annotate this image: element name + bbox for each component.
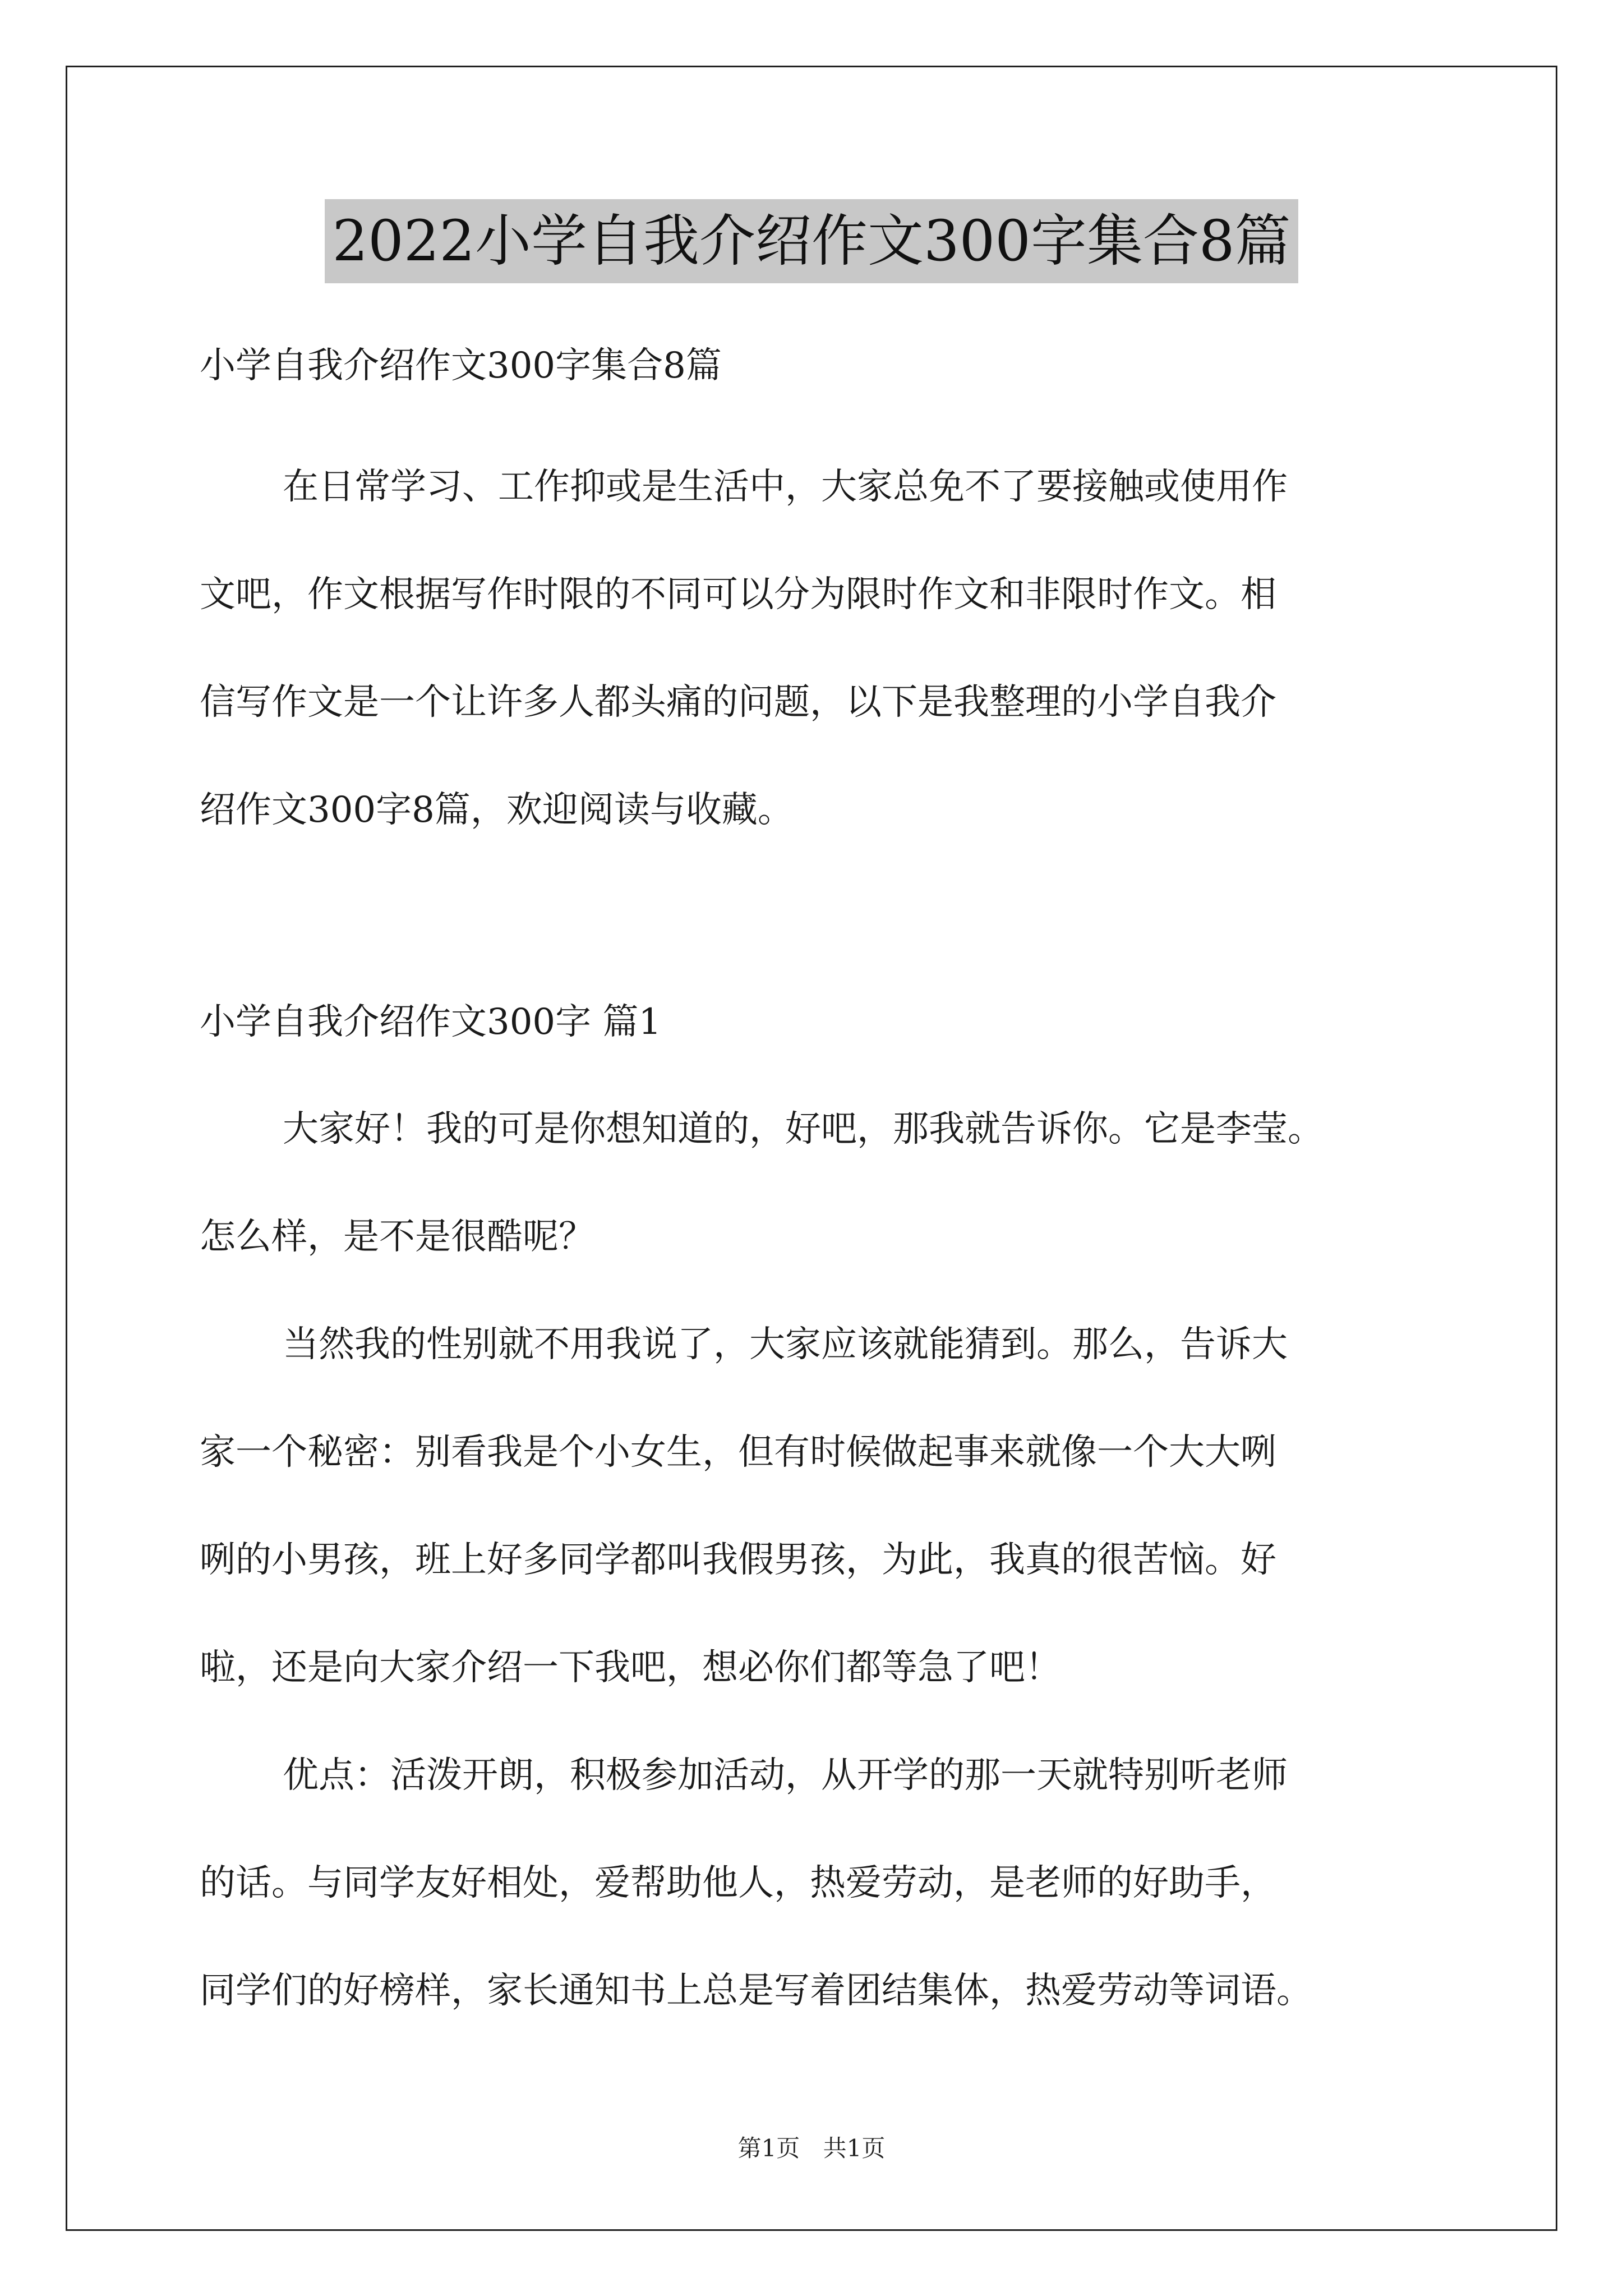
- paragraph-line: 家一个秘密：别看我是个小女生，但有时候做起事来就像一个大大咧: [200, 1432, 1276, 1473]
- paragraph-line: 优点：活泼开朗，积极参加活动，从开学的那一天就特别听老师: [283, 1755, 1288, 1796]
- paragraph-line: 怎么样，是不是很酷呢？: [200, 1216, 594, 1258]
- paragraph-line: 当然我的性别就不用我说了，大家应该就能猜到。那么，告诉大: [283, 1324, 1288, 1365]
- intro-line: 在日常学习、工作抑或是生活中，大家总免不了要接触或使用作: [283, 466, 1288, 508]
- intro-line: 信写作文是一个让许多人都头痛的问题，以下是我整理的小学自我介: [200, 682, 1276, 723]
- paragraph-line: 的话。与同学友好相处，爱帮助他人，热爱劳动，是老师的好助手，: [200, 1862, 1276, 1904]
- page-footer: [0, 2132, 1623, 2165]
- page-number-total: 共1页: [823, 2134, 886, 2162]
- paragraph-line: 大家好！我的可是你想知道的，好吧，那我就告诉你。它是李莹。: [283, 1108, 1324, 1150]
- intro-line: 绍作文300字8篇，欢迎阅读与收藏。: [200, 789, 794, 831]
- document-subtitle: 小学自我介绍作文300字集合8篇: [200, 345, 722, 386]
- section-heading: 小学自我介绍作文300字 篇1: [200, 1001, 662, 1043]
- document-title: 2022小学自我介绍作文300字集合8篇: [325, 199, 1299, 283]
- title-container: [0, 199, 1623, 283]
- paragraph-line: 同学们的好榜样，家长通知书上总是写着团结集体，热爱劳动等词语。: [200, 1970, 1312, 2012]
- page-number-current: 第1页: [737, 2134, 800, 2162]
- intro-line: 文吧，作文根据写作时限的不同可以分为限时作文和非限时作文。相: [200, 574, 1276, 615]
- paragraph-line: 咧的小男孩，班上好多同学都叫我假男孩，为此，我真的很苦恼。好: [200, 1539, 1276, 1581]
- paragraph-line: 啦，还是向大家介绍一下我吧，想必你们都等急了吧！: [200, 1647, 1061, 1688]
